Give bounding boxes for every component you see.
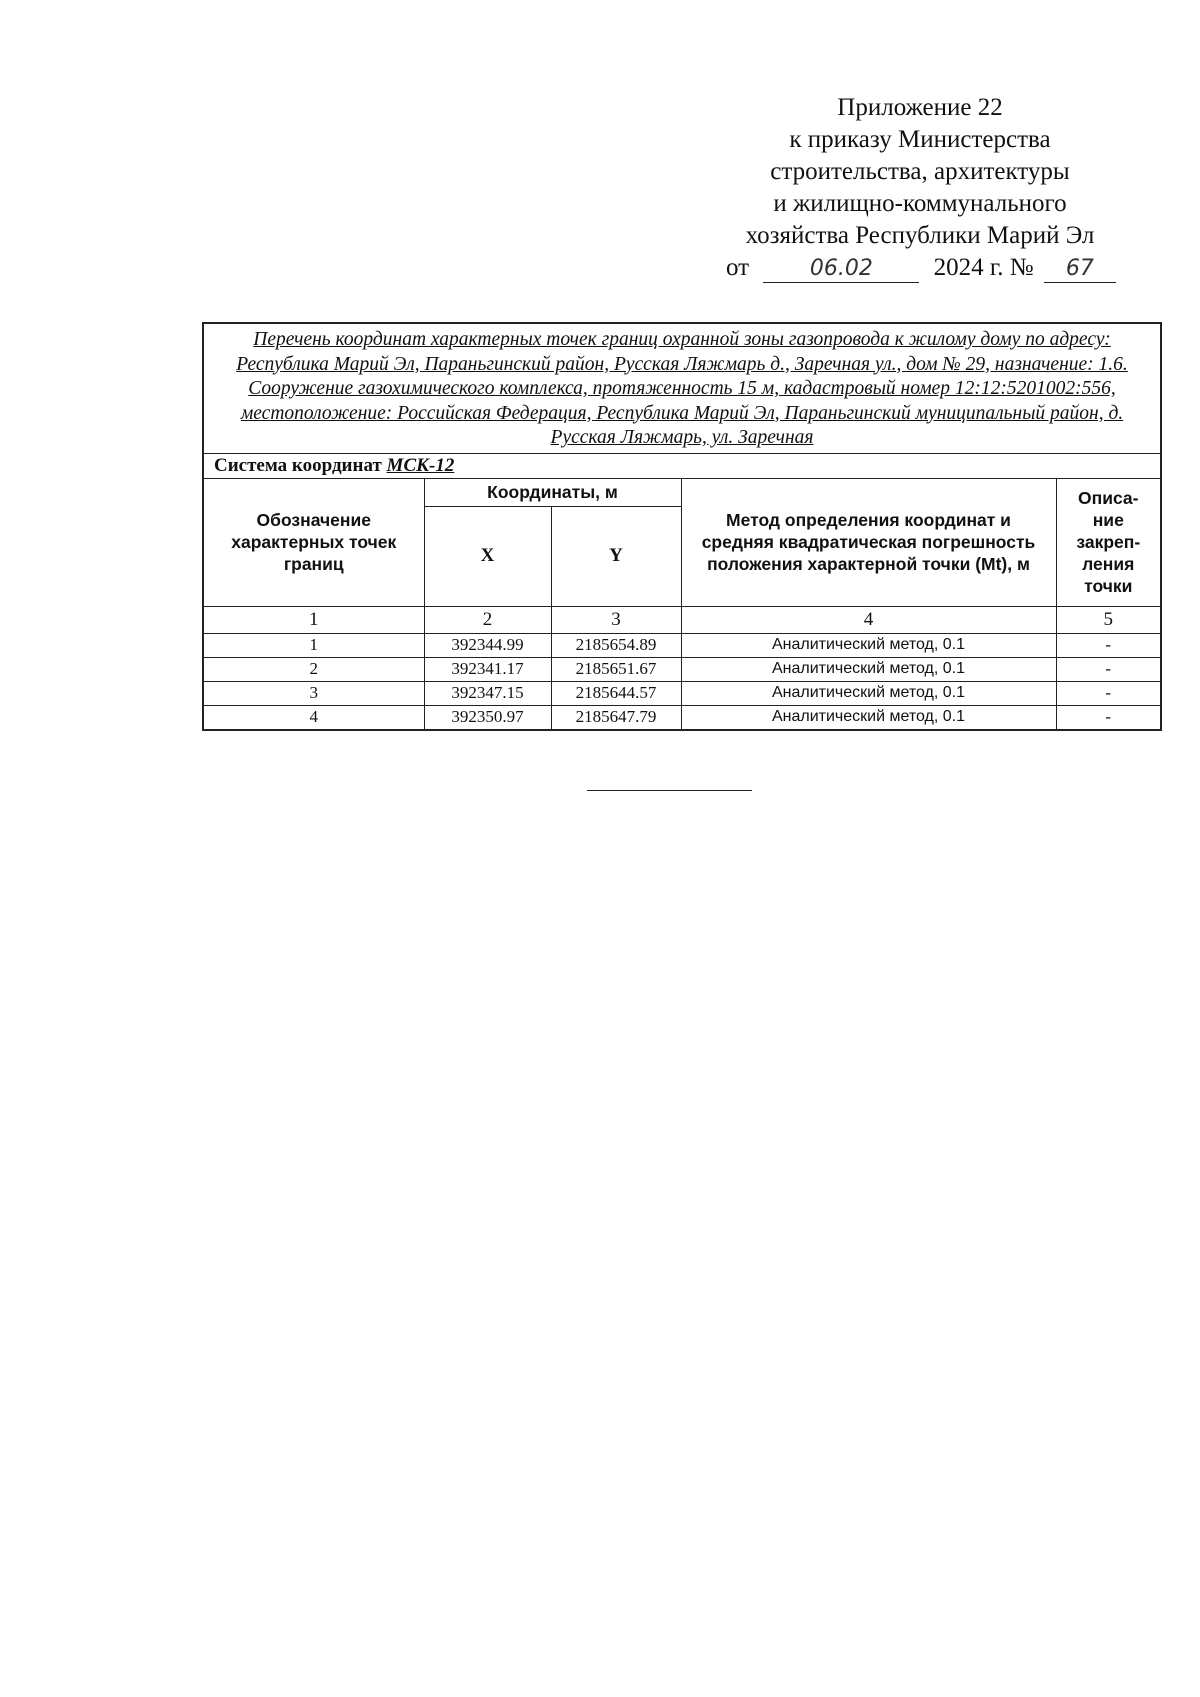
column-numbers-row (203, 606, 1161, 633)
coordinate-system-name: МСК-12 (386, 454, 455, 476)
from-label: от (726, 254, 750, 281)
x-value: 392344.99 (424, 633, 551, 657)
y-value: 2185644.57 (551, 681, 681, 705)
appendix-ministry-line-3: хозяйства Республики Марий Эл (745, 222, 1095, 249)
header-coordinates: Координаты, м (424, 478, 681, 506)
description-value: - (1056, 633, 1161, 657)
table-row (203, 633, 1161, 657)
coordinate-system-label: Система координат (214, 454, 382, 476)
point-number: 4 (203, 705, 424, 730)
order-date-line (680, 252, 1160, 284)
description-value: - (1056, 705, 1161, 730)
appendix-ministry-line-2: и жилищно-коммунального (773, 190, 1067, 217)
handwritten-order-number: 67 (1044, 256, 1116, 283)
appendix-title: Приложение 22 (837, 94, 1003, 121)
coordinates-table (202, 322, 1162, 731)
method-value: Аналитический метод, 0.1 (681, 705, 1056, 730)
header-y: Y (551, 506, 681, 606)
column-number: 2 (424, 606, 551, 633)
method-value: Аналитический метод, 0.1 (681, 633, 1056, 657)
x-value: 392341.17 (424, 657, 551, 681)
point-number: 3 (203, 681, 424, 705)
table-row (203, 681, 1161, 705)
point-number: 2 (203, 657, 424, 681)
header-description: Описа-ние закреп-ления точки (1056, 478, 1161, 606)
method-value: Аналитический метод, 0.1 (681, 657, 1056, 681)
column-number: 4 (681, 606, 1056, 633)
appendix-order-line: к приказу Министерства (789, 126, 1051, 153)
y-value: 2185647.79 (551, 705, 681, 730)
handwritten-date: 06.02 (763, 256, 919, 283)
point-number: 1 (203, 633, 424, 657)
description-value: - (1056, 681, 1161, 705)
x-value: 392350.97 (424, 705, 551, 730)
column-number: 5 (1056, 606, 1161, 633)
header-method: Метод определения координат и средняя квадратическая погрешность положения характерной точки (Mt), м (681, 478, 1056, 606)
column-number: 1 (203, 606, 424, 633)
appendix-ministry-line: строительства, архитектуры (770, 158, 1070, 185)
coordinate-system (203, 453, 1161, 478)
y-value: 2185654.89 (551, 633, 681, 657)
header-point: Обозначение характерных точек границ (203, 478, 424, 606)
table-row (203, 705, 1161, 730)
x-value: 392347.15 (424, 681, 551, 705)
appendix-header (680, 92, 1160, 284)
table-title: Перечень координат характерных точек границ охранной зоны газопровода к жилому дому по адресу: Республика Марий Эл, Параньгинский район, Русская Ляжмарь д., Заречная ул., дом № 29, назначение: 1.6. Сооружение газохимического комплекса, протяженность 15 м, кадастровый номер 12:12:5201002:556, местоположение: Российская Федерация, Республика Марий Эл, Параньгинский муниципальный район, д. Русская Ляжмарь, ул. Заречная (203, 323, 1161, 453)
description-value: - (1056, 657, 1161, 681)
column-number: 3 (551, 606, 681, 633)
year-number-label: 2024 г. № (933, 254, 1034, 281)
end-divider (587, 790, 752, 791)
header-x: X (424, 506, 551, 606)
y-value: 2185651.67 (551, 657, 681, 681)
method-value: Аналитический метод, 0.1 (681, 681, 1056, 705)
table-row (203, 657, 1161, 681)
